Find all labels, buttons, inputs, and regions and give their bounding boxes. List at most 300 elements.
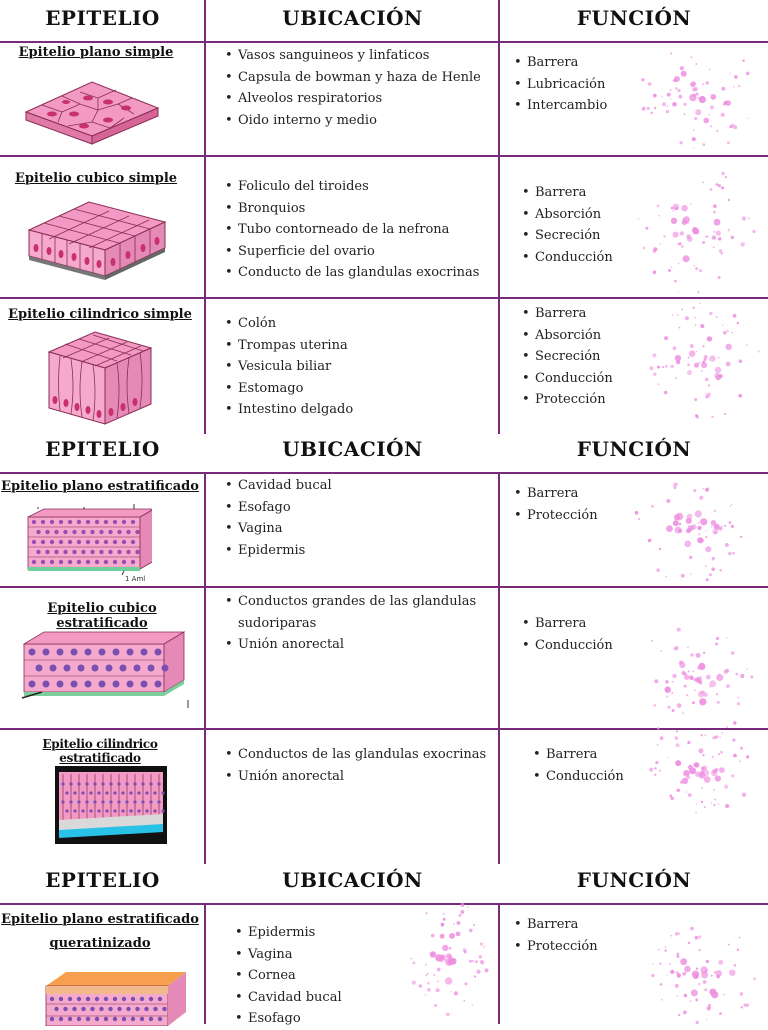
cell-nucleus <box>158 1017 162 1021</box>
splatter-dot <box>719 736 720 737</box>
splatter-dot <box>704 988 707 991</box>
cell-nucleus <box>121 809 124 812</box>
cell-nucleus <box>155 681 162 688</box>
cell-nucleus <box>64 665 71 672</box>
cell-nucleus <box>117 1007 121 1011</box>
cell-nucleus <box>54 550 58 554</box>
row-divider <box>0 41 768 43</box>
splatter-dot <box>729 970 735 976</box>
splatter-dot <box>696 803 697 804</box>
ubicacion-item: • Esofago <box>238 497 508 519</box>
splatter-dot <box>731 124 735 128</box>
splatter-dot <box>692 671 694 673</box>
cell-nucleus <box>68 1017 72 1021</box>
funcion-item: • Intercambio <box>527 95 767 117</box>
row-divider <box>0 472 768 474</box>
splatter-dot <box>697 526 701 530</box>
funcion-item: • Conducción <box>535 368 765 390</box>
splatter-dot <box>709 573 712 576</box>
splatter-dot <box>670 796 674 800</box>
splatter-dot <box>709 989 714 994</box>
splatter-dot <box>689 675 694 680</box>
cell-nucleus <box>59 997 63 1001</box>
cell-nucleus <box>99 550 103 554</box>
splatter-dot <box>688 793 692 797</box>
splatter-dot <box>695 999 698 1002</box>
funcion-item: • Conducción <box>546 766 766 788</box>
splatter-dot <box>703 143 706 146</box>
cell-nucleus <box>99 681 106 688</box>
cell-nucleus <box>125 782 128 785</box>
cell-nucleus <box>43 681 50 688</box>
splatter-dot <box>648 539 652 543</box>
splatter-dot <box>725 669 729 673</box>
splatter-dot <box>700 676 701 677</box>
splatter-dot <box>740 536 742 538</box>
splatter-dot <box>665 680 669 684</box>
cell-nucleus <box>127 649 134 656</box>
splatter-dot <box>660 983 663 986</box>
epitelio-title: Epitelio plano estratificado queratinizado <box>1 912 199 951</box>
ubicacion-item: • Vasos sanguineos y linfaticos <box>238 45 508 67</box>
splatter-dot <box>675 736 679 740</box>
splatter-dot <box>651 974 654 977</box>
ubicacion-item: • Bronquios <box>238 198 508 220</box>
splatter-dot <box>680 141 683 144</box>
splatter-dot <box>695 812 697 814</box>
splatter-dot <box>704 806 706 808</box>
cell-nucleus <box>149 997 153 1001</box>
funcion-list <box>511 483 767 526</box>
cell-nucleus <box>95 997 99 1001</box>
splatter-dot <box>688 527 692 531</box>
row-divider <box>0 297 768 299</box>
epitelio-title: Epitelio cilindrico simple <box>8 307 192 322</box>
ubicacion-list <box>232 922 508 1030</box>
splatter-dot <box>719 675 720 676</box>
splatter-dot <box>692 137 696 141</box>
ubicacion-item: • Cavidad bucal <box>248 987 508 1009</box>
splatter-dot <box>753 977 756 980</box>
cell-nucleus <box>41 520 45 524</box>
cell-nucleus <box>50 560 54 564</box>
cell-nucleus <box>57 649 64 656</box>
ubicacion-item: • Vagina <box>238 518 508 540</box>
cell-nucleus <box>162 1007 166 1011</box>
row-divider <box>0 903 768 905</box>
splatter-dot <box>700 538 703 541</box>
cell-nucleus <box>68 520 72 524</box>
splatter-dot <box>677 995 679 997</box>
ubicacion-list <box>222 313 508 421</box>
splatter-dot <box>696 416 699 419</box>
row-divider <box>0 728 768 730</box>
splatter-dot <box>732 738 735 741</box>
cell-nucleus <box>69 782 72 785</box>
cell-nucleus <box>81 791 84 794</box>
cell-nucleus <box>153 791 156 794</box>
splatter-dot <box>723 994 725 996</box>
splatter-dot <box>712 736 715 739</box>
header-epitelio: EPITELIO <box>45 437 160 461</box>
cell-nucleus <box>50 540 54 544</box>
cell-nucleus <box>131 1017 135 1021</box>
cell-nucleus <box>141 681 148 688</box>
cell-nucleus <box>59 560 63 564</box>
cell-nucleus <box>122 997 126 1001</box>
splatter-dot <box>698 691 704 697</box>
funcion-item: • Protección <box>527 936 767 958</box>
splatter-dot <box>729 125 732 128</box>
cell-nucleus <box>97 791 100 794</box>
row-divider <box>0 586 768 588</box>
funcion-item: • Protección <box>535 389 765 411</box>
splatter-dot <box>669 794 672 797</box>
cell-nucleus <box>101 800 104 803</box>
splatter-dot <box>709 680 716 687</box>
cell-nucleus <box>117 530 121 534</box>
cell-nucleus <box>86 520 90 524</box>
cell-nucleus <box>127 681 134 688</box>
splatter-dot <box>677 703 682 708</box>
splatter-dot <box>734 964 737 967</box>
splatter-dot <box>677 973 681 977</box>
splatter-dot <box>689 556 692 559</box>
splatter-dot <box>681 671 685 675</box>
splatter-dot <box>738 697 740 699</box>
cell-nucleus <box>99 1007 103 1011</box>
splatter-dot <box>686 791 688 793</box>
ubicacion-item: • Intestino delgado <box>238 399 508 421</box>
column-divider <box>204 903 206 1024</box>
cell-nucleus <box>77 540 81 544</box>
splatter-dot <box>710 988 717 995</box>
cell-nucleus <box>121 791 124 794</box>
splatter-dot <box>718 276 721 279</box>
splatter-dot <box>718 803 719 804</box>
cell-nucleus <box>86 540 90 544</box>
cell-nucleus <box>149 1017 153 1021</box>
ubicacion-item: • Superficie del ovario <box>238 241 508 263</box>
cell-nucleus <box>43 649 50 656</box>
cell-nucleus <box>140 1017 144 1021</box>
ubicacion-item: • Trompas uterina <box>238 335 508 357</box>
splatter-dot <box>705 546 711 552</box>
splatter-dot <box>694 678 698 682</box>
cell-nucleus <box>141 649 148 656</box>
splatter-dot <box>710 125 712 127</box>
splatter-dot <box>669 963 671 965</box>
splatter-dot <box>461 910 465 914</box>
cell-nucleus <box>77 800 80 803</box>
splatter-dot <box>459 914 462 917</box>
splatter-dot <box>705 975 706 976</box>
header-funcion: FUNCIÓN <box>576 437 692 461</box>
ubicacion-item: • Cornea <box>248 965 508 987</box>
splatter-dot <box>698 533 700 535</box>
cell-nucleus <box>161 809 164 812</box>
cell-nucleus <box>108 550 112 554</box>
splatter-dot <box>686 694 688 696</box>
cell-nucleus <box>113 681 120 688</box>
splatter-dot <box>678 1014 680 1016</box>
splatter-dot <box>711 802 713 804</box>
cell-nucleus <box>135 1007 139 1011</box>
splatter-dot <box>702 540 704 542</box>
cell-nucleus <box>117 800 120 803</box>
ubicacion-item: • Epidermis <box>248 922 508 944</box>
ubicacion-list <box>222 744 508 787</box>
splatter-dot <box>698 663 705 670</box>
splatter-dot <box>714 799 716 801</box>
row-divider <box>0 155 768 157</box>
splatter-dot <box>681 574 685 578</box>
splatter-dot <box>704 734 706 736</box>
cell-nucleus <box>72 1007 76 1011</box>
cell-nucleus <box>90 530 94 534</box>
splatter-dot <box>711 567 715 571</box>
image-scale-label: 1 Aml <box>125 575 146 583</box>
splatter-dot <box>693 973 699 979</box>
splatter-dot <box>733 125 737 129</box>
epitelio-title: Epitelio cilindrico estratificado <box>42 737 158 765</box>
cell-nucleus <box>50 520 54 524</box>
splatter-dot <box>741 1006 743 1008</box>
cell-nucleus <box>93 782 96 785</box>
cell-nucleus <box>145 791 148 794</box>
column-divider <box>204 0 206 434</box>
splatter-dot <box>697 537 703 543</box>
splatter-dot <box>660 736 664 740</box>
cell-nucleus <box>32 560 36 564</box>
splatter-dot <box>684 966 691 973</box>
ubicacion-item: • Capsula de bowman y haza de Henle <box>238 67 508 89</box>
cell-nucleus <box>125 800 128 803</box>
splatter-dot <box>676 730 678 732</box>
cell-nucleus <box>85 649 92 656</box>
epithelium-illustration <box>22 70 162 145</box>
cell-nucleus <box>71 681 78 688</box>
ubicacion-item: • Foliculo del tiroides <box>238 176 508 198</box>
cell-nucleus <box>145 809 148 812</box>
splatter-dot <box>717 701 720 704</box>
splatter-dot <box>694 689 696 691</box>
cell-nucleus <box>65 809 68 812</box>
cell-nucleus <box>122 560 126 564</box>
splatter-dot <box>711 991 718 998</box>
cell-nucleus <box>149 800 152 803</box>
ubicacion-item: • Colón <box>238 313 508 335</box>
cell-nucleus <box>50 997 54 1001</box>
cell-nucleus <box>81 550 85 554</box>
cell-nucleus <box>131 540 135 544</box>
cell-nucleus <box>106 665 113 672</box>
splatter-dot <box>668 269 671 272</box>
cell-nucleus <box>131 520 135 524</box>
splatter-dot <box>690 1001 691 1002</box>
splatter-dot <box>656 568 660 572</box>
splatter-dot <box>691 678 693 680</box>
ubicacion-item: • Oido interno y medio <box>238 110 508 132</box>
cell-nucleus <box>77 560 81 564</box>
cell-nucleus <box>104 997 108 1001</box>
cell-nucleus <box>133 800 136 803</box>
splatter-dot <box>677 789 680 792</box>
cell-nucleus <box>122 540 126 544</box>
cell-nucleus <box>129 809 132 812</box>
cell-nucleus <box>54 530 58 534</box>
splatter-dot <box>718 526 722 530</box>
cell-nucleus <box>89 809 92 812</box>
cell-nucleus <box>141 800 144 803</box>
splatter-dot <box>659 548 661 550</box>
cell-nucleus <box>104 560 108 564</box>
splatter-dot <box>718 960 723 965</box>
splatter-dot <box>732 552 734 554</box>
splatter-dot <box>680 958 687 965</box>
splatter-dot <box>699 269 702 272</box>
splatter-dot <box>747 118 748 119</box>
cell-nucleus <box>95 520 99 524</box>
ubicacion-item: • Conductos grandes de las glandulas sudoriparas <box>238 591 508 634</box>
funcion-list <box>519 303 765 411</box>
funcion-item: • Conducción <box>535 635 765 657</box>
cell-nucleus <box>133 782 136 785</box>
epithelium-illustration <box>20 620 190 710</box>
cell-nucleus <box>120 665 127 672</box>
cell-nucleus <box>71 649 78 656</box>
cell-nucleus <box>63 1007 67 1011</box>
cell-nucleus <box>126 530 130 534</box>
cell-nucleus <box>68 560 72 564</box>
splatter-dot <box>721 732 723 734</box>
splatter-dot <box>699 681 703 685</box>
epitelio-title: Epitelio plano simple <box>18 45 174 60</box>
cell-nucleus <box>86 997 90 1001</box>
cell-nucleus <box>65 791 68 794</box>
funcion-item: • Lubricación <box>527 74 767 96</box>
splatter-dot <box>697 678 701 682</box>
cell-nucleus <box>140 997 144 1001</box>
cell-nucleus <box>157 782 160 785</box>
splatter-dot <box>706 1019 707 1020</box>
cell-nucleus <box>131 560 135 564</box>
splatter-dot <box>721 172 725 176</box>
ubicacion-item: • Unión anorectal <box>238 766 508 788</box>
ubicacion-list <box>222 45 508 131</box>
epithelium-illustration <box>55 766 167 844</box>
splatter-dot <box>713 789 715 791</box>
splatter-dot <box>443 913 445 915</box>
cell-nucleus <box>93 800 96 803</box>
splatter-dot <box>706 578 709 581</box>
cell-nucleus <box>158 997 162 1001</box>
splatter-dot <box>725 543 729 547</box>
splatter-dot <box>703 693 707 697</box>
cell-nucleus <box>36 665 43 672</box>
splatter-dot <box>735 673 738 676</box>
funcion-list <box>519 182 765 268</box>
cell-nucleus <box>108 530 112 534</box>
epithelium-illustration <box>22 503 152 583</box>
funcion-item: • Barrera <box>546 744 766 766</box>
splatter-dot <box>701 801 703 803</box>
funcion-list <box>519 613 765 656</box>
splatter-dot <box>672 681 674 683</box>
splatter-dot <box>685 541 692 548</box>
splatter-dot <box>733 721 736 724</box>
splatter-dot <box>684 994 687 997</box>
ubicacion-item: • Vagina <box>248 944 508 966</box>
cell-nucleus <box>148 665 155 672</box>
ubicacion-item: • Epidermis <box>238 540 508 562</box>
cell-nucleus <box>161 791 164 794</box>
ubicacion-item: • Conducto de las glandulas exocrinas <box>238 262 508 284</box>
splatter-dot <box>674 280 677 283</box>
funcion-item: • Conducción <box>535 247 765 269</box>
cell-nucleus <box>73 791 76 794</box>
cell-nucleus <box>72 530 76 534</box>
cell-nucleus <box>72 550 76 554</box>
cell-nucleus <box>85 681 92 688</box>
cell-nucleus <box>122 1017 126 1021</box>
header-epitelio: EPITELIO <box>45 868 160 892</box>
splatter-dot <box>675 984 679 988</box>
cell-nucleus <box>89 791 92 794</box>
splatter-dot <box>665 687 671 693</box>
splatter-dot <box>684 675 689 680</box>
cell-nucleus <box>157 800 160 803</box>
cell-nucleus <box>155 649 162 656</box>
splatter-dot <box>682 972 686 976</box>
cell-nucleus <box>63 530 67 534</box>
epitelio-title: Epitelio cubico estratificado <box>47 601 157 631</box>
splatter-dot <box>724 413 726 415</box>
cell-nucleus <box>113 520 117 524</box>
cell-nucleus <box>109 782 112 785</box>
cell-nucleus <box>105 809 108 812</box>
funcion-item: • Barrera <box>527 483 767 505</box>
splatter-dot <box>652 963 653 964</box>
cell-nucleus <box>126 1007 130 1011</box>
splatter-dot <box>683 1011 687 1015</box>
splatter-dot <box>692 971 699 978</box>
cell-nucleus <box>77 1017 81 1021</box>
ubicacion-item: • Conductos de las glandulas exocrinas <box>238 744 508 766</box>
epithelium-illustration <box>25 192 170 282</box>
cell-nucleus <box>117 782 120 785</box>
splatter-dot <box>727 141 730 144</box>
epithelium-illustration <box>40 966 190 1026</box>
cell-nucleus <box>122 520 126 524</box>
splatter-dot <box>725 176 727 178</box>
funcion-item: • Protección <box>527 505 767 527</box>
funcion-list <box>511 52 767 117</box>
splatter-dot <box>671 692 673 694</box>
splatter-dot <box>709 1007 711 1009</box>
splatter-dot <box>703 980 707 984</box>
splatter-dot <box>714 532 716 534</box>
header-funcion: FUNCIÓN <box>576 868 692 892</box>
splatter-dot <box>737 702 740 705</box>
cell-nucleus <box>113 1017 117 1021</box>
splatter-dot <box>705 969 708 972</box>
splatter-dot <box>715 970 722 977</box>
splatter-dot <box>694 117 697 120</box>
cell-nucleus <box>29 649 36 656</box>
splatter-dot <box>654 679 658 683</box>
cell-nucleus <box>97 809 100 812</box>
